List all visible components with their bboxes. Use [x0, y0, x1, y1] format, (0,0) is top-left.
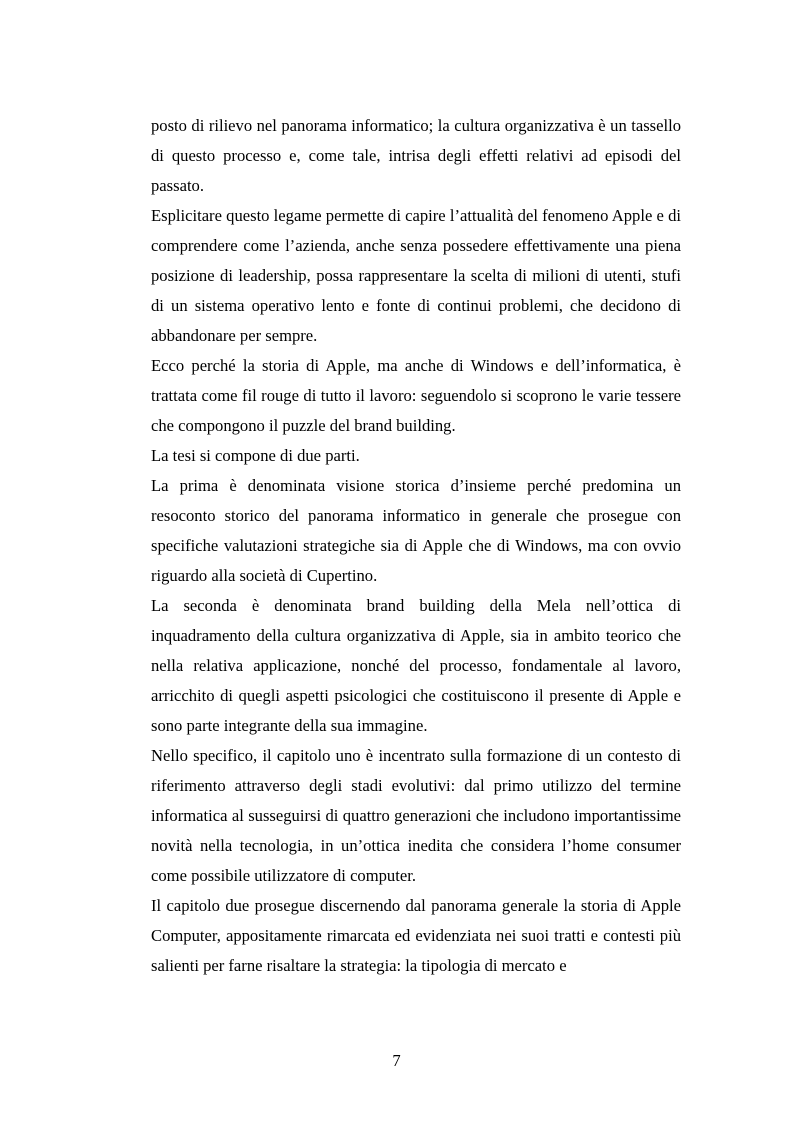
paragraph-5: La prima è denominata visione storica d’insieme perché predomina un resoconto storico del panorama informatico in generale che prosegue con specifiche valutazioni strategiche sia di Apple che di Windows, ma con ovvio riguardo alla società di Cupertino. — [151, 476, 681, 585]
paragraph-6: La seconda è denominata brand building della Mela nell’ottica di inquadramento della cultura organizzativa di Apple, sia in ambito teorico che nella relativa applicazione, nonché del processo, fondamentale al lavoro, arricchito di quegli aspetti psicologici che costituiscono il presente di Apple e sono parte integrante della sua immagine. — [151, 596, 681, 735]
paragraph-2: Esplicitare questo legame permette di capire l’attualità del fenomeno Apple e di comprendere come l’azienda, anche senza possedere effettivamente una piena posizione di leadership, possa rappresentare la scelta di milioni di utenti, stufi di un sistema operativo lento e fonte di continui problemi, che decidono di abbandonare per sempre. — [151, 206, 681, 345]
paragraph-3: Ecco perché la storia di Apple, ma anche di Windows e dell’informatica, è trattata come fil rouge di tutto il lavoro: seguendolo si scoprono le varie tessere che compongono il puzzle del brand building. — [151, 356, 681, 435]
paragraph-1: posto di rilievo nel panorama informatico; la cultura organizzativa è un tassello di questo processo e, come tale, intrisa degli effetti relativi ad episodi del passato. — [151, 116, 681, 195]
page-body-text — [151, 111, 681, 981]
paragraph-8: Il capitolo due prosegue discernendo dal panorama generale la storia di Apple Computer, appositamente rimarcata ed evidenziata nei suoi tratti e contesti più salienti per farne risaltare la strategia: la tipologia di mercato e — [151, 896, 681, 975]
paragraph-4: La tesi si compone di due parti. — [151, 446, 360, 465]
paragraph-7: Nello specifico, il capitolo uno è incentrato sulla formazione di un contesto di riferimento attraverso degli stadi evolutivi: dal primo utilizzo del termine informatica al susseguirsi di quattro generazioni che includono importantissime novità nella tecnologia, in un’ottica inedita che considera l’home consumer come possibile utilizzatore di computer. — [151, 746, 681, 885]
page-number: 7 — [392, 1051, 401, 1070]
